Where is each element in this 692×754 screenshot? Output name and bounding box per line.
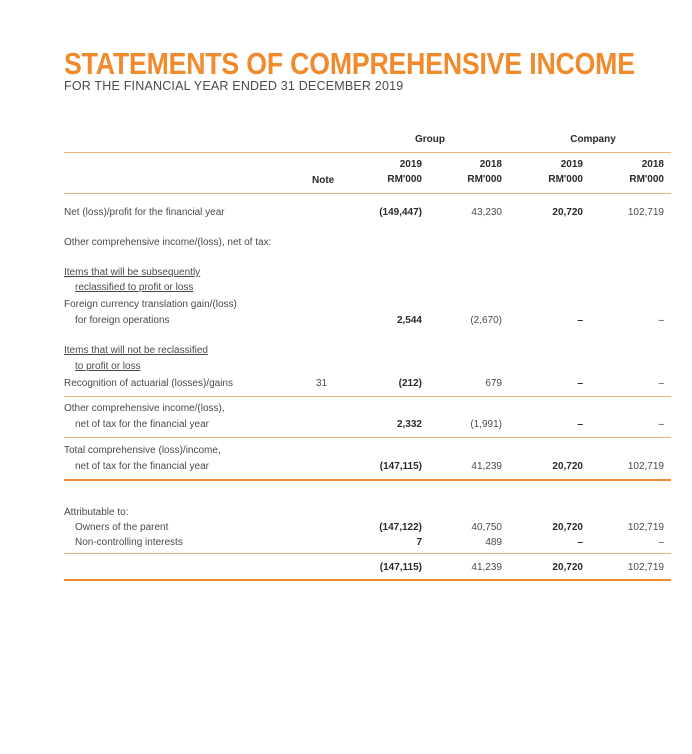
total-ci-label-line2: net of tax for the financial year	[75, 461, 209, 472]
owners-g19: (147,122)	[379, 522, 422, 533]
reclass-heading-line1: Items that will be subsequently	[64, 267, 201, 278]
divider-oci	[64, 396, 671, 397]
oci-total-c19: –	[577, 419, 583, 430]
divider-total-ci-bottom	[64, 479, 671, 481]
net-profit-c19: 20,720	[552, 207, 583, 218]
actuarial-c18: –	[658, 378, 664, 389]
actuarial-g19: (212)	[398, 378, 422, 389]
header-divider-top	[64, 152, 671, 153]
attrib-total-c18: 102,719	[627, 562, 664, 573]
oci-total-g19: 2,332	[396, 419, 422, 430]
actuarial-g18: 679	[485, 378, 502, 389]
group-header: Group	[415, 134, 445, 145]
divider-attrib-bottom	[64, 579, 671, 581]
note-header: Note	[312, 175, 335, 186]
attributable-heading: Attributable to:	[64, 507, 129, 518]
nci-c19: –	[577, 537, 583, 548]
actuarial-c19: –	[577, 378, 583, 389]
owners-g18: 40,750	[471, 522, 502, 533]
owners-label: Owners of the parent	[75, 522, 169, 533]
nci-g19: 7	[416, 537, 422, 548]
total-ci-label-line1: Total comprehensive (loss)/income,	[64, 445, 221, 456]
group-2018-year: 2018	[479, 159, 502, 170]
noreclass-heading-line1: Items that will not be reclassified	[64, 345, 208, 356]
group-2019-year: 2019	[399, 159, 422, 170]
attrib-total-g18: 41,239	[471, 562, 502, 573]
oci-total-label-line2: net of tax for the financial year	[75, 419, 209, 430]
divider-attrib	[64, 553, 671, 554]
fx-g18: (2,670)	[470, 315, 502, 326]
net-profit-g19: (149,447)	[379, 207, 422, 218]
total-ci-c18: 102,719	[627, 461, 664, 472]
fx-c19: –	[577, 315, 583, 326]
company-2018-year: 2018	[641, 159, 664, 170]
net-profit-label: Net (loss)/profit for the financial year	[64, 207, 225, 218]
net-profit-g18: 43,230	[471, 207, 502, 218]
net-profit-c18: 102,719	[627, 207, 664, 218]
group-2019-unit: RM'000	[387, 174, 422, 185]
actuarial-note: 31	[316, 378, 328, 389]
oci-total-g18: (1,991)	[470, 419, 502, 430]
fx-label-line2: for foreign operations	[75, 315, 170, 326]
noreclass-heading-line2: to profit or loss	[75, 361, 141, 372]
attrib-total-g19: (147,115)	[379, 562, 422, 573]
fx-label-line1: Foreign currency translation gain/(loss)	[64, 299, 237, 310]
nci-c18: –	[658, 537, 664, 548]
oci-heading: Other comprehensive income/(loss), net of tax:	[64, 237, 272, 248]
fx-g19: 2,544	[396, 315, 422, 326]
total-ci-g18: 41,239	[471, 461, 502, 472]
fx-c18: –	[658, 315, 664, 326]
reclass-heading-line2: reclassified to profit or loss	[75, 282, 194, 293]
nci-label: Non-controlling interests	[75, 537, 183, 548]
actuarial-label: Recognition of actuarial (losses)/gains	[64, 378, 233, 389]
page-subtitle: FOR THE FINANCIAL YEAR ENDED 31 DECEMBER 2019	[64, 79, 404, 93]
divider-total-ci	[64, 437, 671, 438]
total-ci-g19: (147,115)	[379, 461, 422, 472]
company-header: Company	[570, 134, 616, 145]
company-2019-year: 2019	[560, 159, 583, 170]
company-2018-unit: RM'000	[629, 174, 664, 185]
header-divider-bottom	[64, 193, 671, 194]
page-title: STATEMENTS OF COMPREHENSIVE INCOME	[64, 46, 635, 81]
nci-g18: 489	[485, 537, 502, 548]
group-2018-unit: RM'000	[467, 174, 502, 185]
oci-total-label-line1: Other comprehensive income/(loss),	[64, 403, 225, 414]
owners-c19: 20,720	[552, 522, 583, 533]
oci-total-c18: –	[658, 419, 664, 430]
total-ci-c19: 20,720	[552, 461, 583, 472]
owners-c18: 102,719	[627, 522, 664, 533]
company-2019-unit: RM'000	[548, 174, 583, 185]
attrib-total-c19: 20,720	[552, 562, 583, 573]
